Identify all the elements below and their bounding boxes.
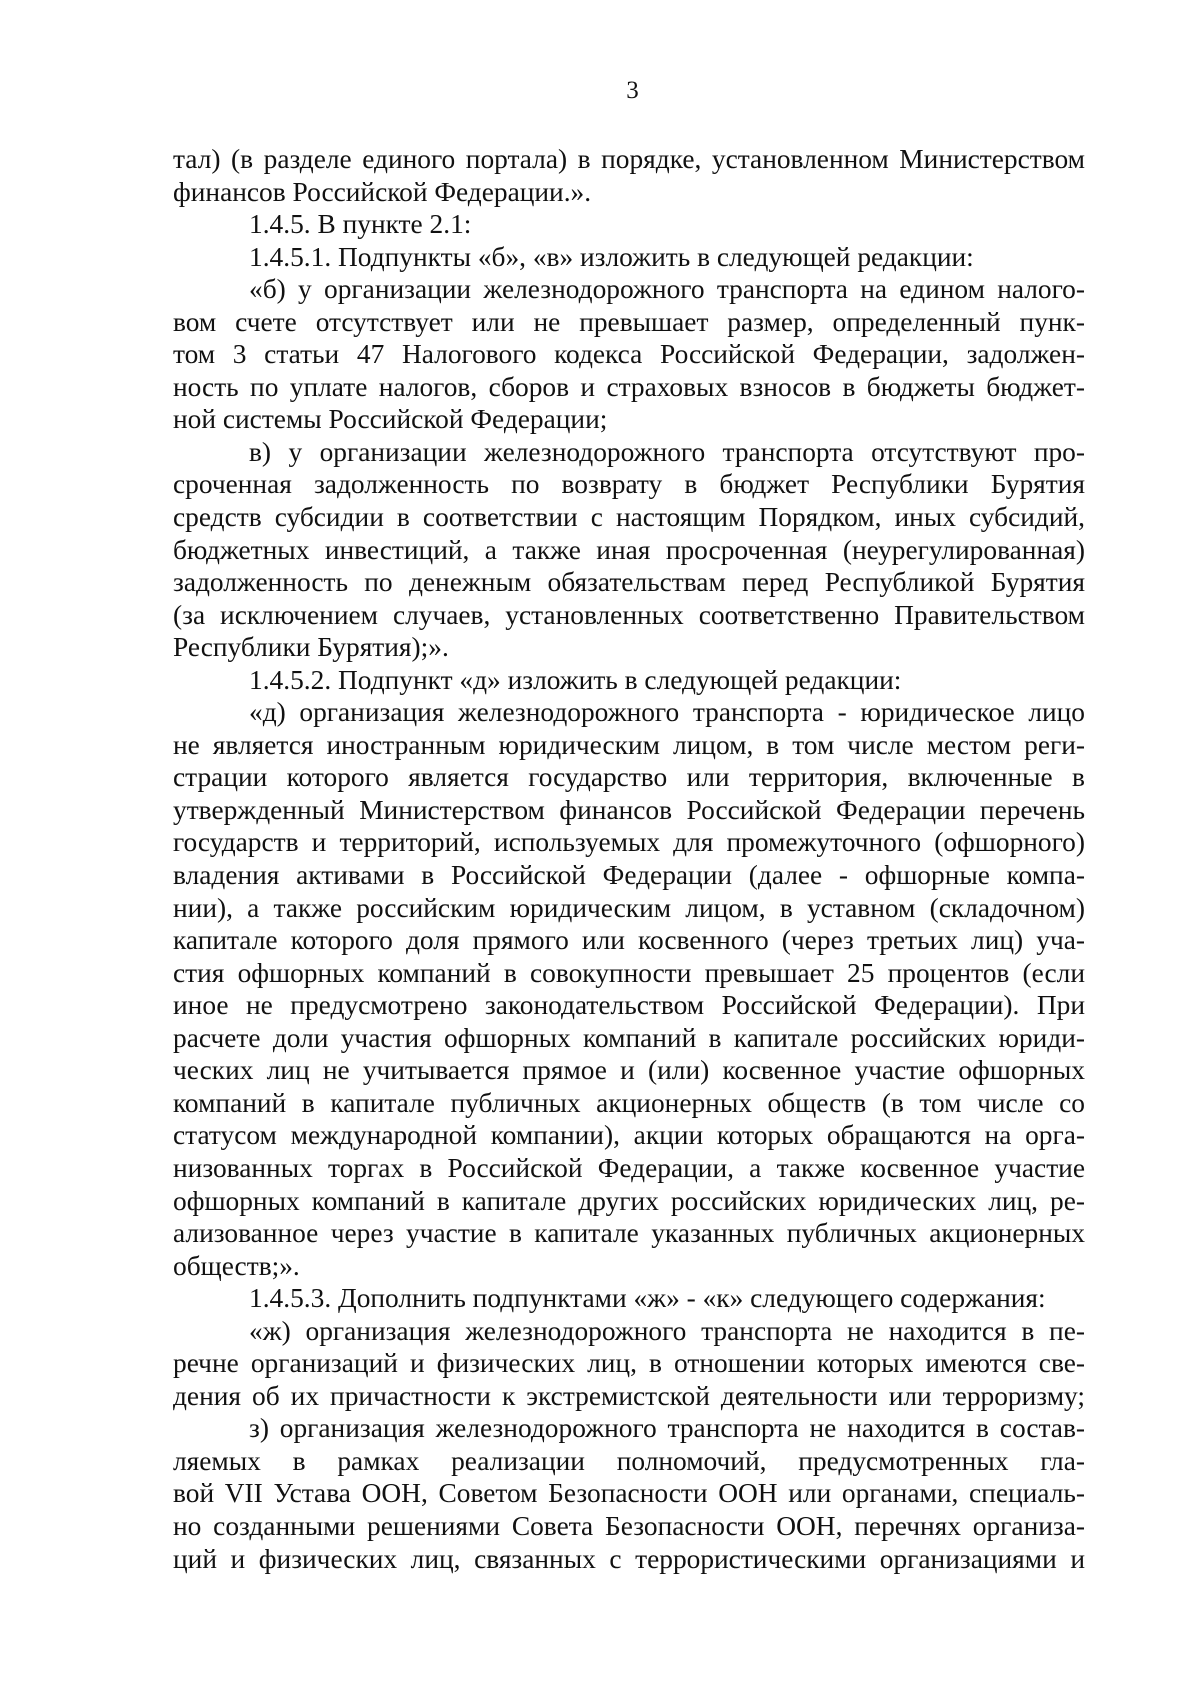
text-line: ций и физических лиц, связанных с террористическими организациями и [173,1543,1085,1574]
text-line: низованных торгах в Российской Федерации, а также косвенное участие [173,1152,1085,1183]
text-line: ной системы Российской Федерации; [173,404,608,435]
text-line: ческих лиц не учитывается прямое и (или) косвенное участие офшорных [173,1055,1085,1086]
text-line: не является иностранным юридическим лицом, в том числе местом реги- [173,729,1085,760]
text-line: офшорных компаний в капитале других российских юридических лиц, ре- [173,1185,1085,1216]
text-line: том 3 статьи 47 Налогового кодекса Российской Федерации, задолжен- [173,339,1085,370]
text-line: в) у организации железнодорожного транспорта отсутствуют про- [249,436,1085,467]
text-line: утвержденный Министерством финансов Российской Федерации перечень [173,794,1085,825]
text-line: тал) (в разделе единого портала) в порядке, установленном Министерством [173,144,1085,174]
text-line: иное не предусмотрено законодательством Российской Федерации). При [173,990,1085,1021]
text-line: «б) у организации железнодорожного транспорта на едином налого- [249,274,1085,305]
text-line: ность по уплате налогов, сборов и страховых взносов в бюджеты бюджет- [173,371,1085,402]
text-line: «ж) организация железнодорожного транспорта не находится в пе- [249,1315,1085,1346]
text-line: Республики Бурятия);». [173,632,449,663]
text-line: владения активами в Российской Федерации (далее - офшорные компа- [173,860,1085,891]
text-line: «д) организация железнодорожного транспорта - юридическое лицо [249,697,1085,728]
text-line: задолженность по денежным обязательствам перед Республикой Бурятия [173,567,1085,598]
text-line: капитале которого доля прямого или косвенного (через третьих лиц) уча- [173,925,1085,956]
text-line: стия офшорных компаний в совокупности превышает 25 процентов (если [173,957,1085,988]
text-line: бюджетных инвестиций, а также иная просроченная (неурегулированная) [173,534,1085,565]
text-line: статусом международной компании), акции которых обращаются на орга- [173,1120,1085,1151]
text-line: з) организация железнодорожного транспорта не находится в состав- [249,1413,1085,1444]
text-line: финансов Российской Федерации.». [173,176,592,207]
text-line: но созданными решениями Совета Безопасности ООН, перечнях организа- [173,1510,1085,1541]
text-line: ализованное через участие в капитале указанных публичных акционерных [173,1218,1085,1249]
text-line: (за исключением случаев, установленных соответственно Правительством [173,599,1085,630]
text-line: сроченная задолженность по возврату в бюджет Республики Бурятия [173,469,1085,500]
text-line: дения об их причастности к экстремистской деятельности или терроризму; [173,1380,1085,1411]
text-line: компаний в капитале публичных акционерных обществ (в том числе со [173,1087,1085,1118]
text-line: нии), а также российским юридическим лицом, в уставном (складочном) [173,892,1085,923]
text-line: 1.4.5.1. Подпункты «б», «в» изложить в следующей редакции: [249,241,974,272]
text-line: 1.4.5.3. Дополнить подпунктами «ж» - «к» следующего содержания: [249,1283,1046,1314]
text-line: обществ;». [173,1250,300,1281]
text-line: вой VII Устава ООН, Советом Безопасности ООН или органами, специаль- [173,1478,1085,1509]
text-line: вом счете отсутствует или не превышает размер, определенный пунк- [173,306,1085,337]
page-number: 3 [626,77,639,104]
text-line: ляемых в рамках реализации полномочий, предусмотренных гла- [173,1445,1085,1476]
text-line: 1.4.5. В пункте 2.1: [249,209,472,240]
text-line: 1.4.5.2. Подпункт «д» изложить в следующей редакции: [249,664,902,695]
text-line: средств субсидии в соответствии с настоящим Порядком, иных субсидий, [173,502,1085,533]
text-line: расчете доли участия офшорных компаний в капитале российских юриди- [173,1022,1085,1053]
text-line: государств и территорий, используемых для промежуточного (офшорного) [173,827,1085,858]
text-line: страции которого является государство или территория, включенные в [173,762,1085,793]
text-line: речне организаций и физических лиц, в отношении которых имеются све- [173,1348,1085,1379]
document-body [173,143,1085,1575]
